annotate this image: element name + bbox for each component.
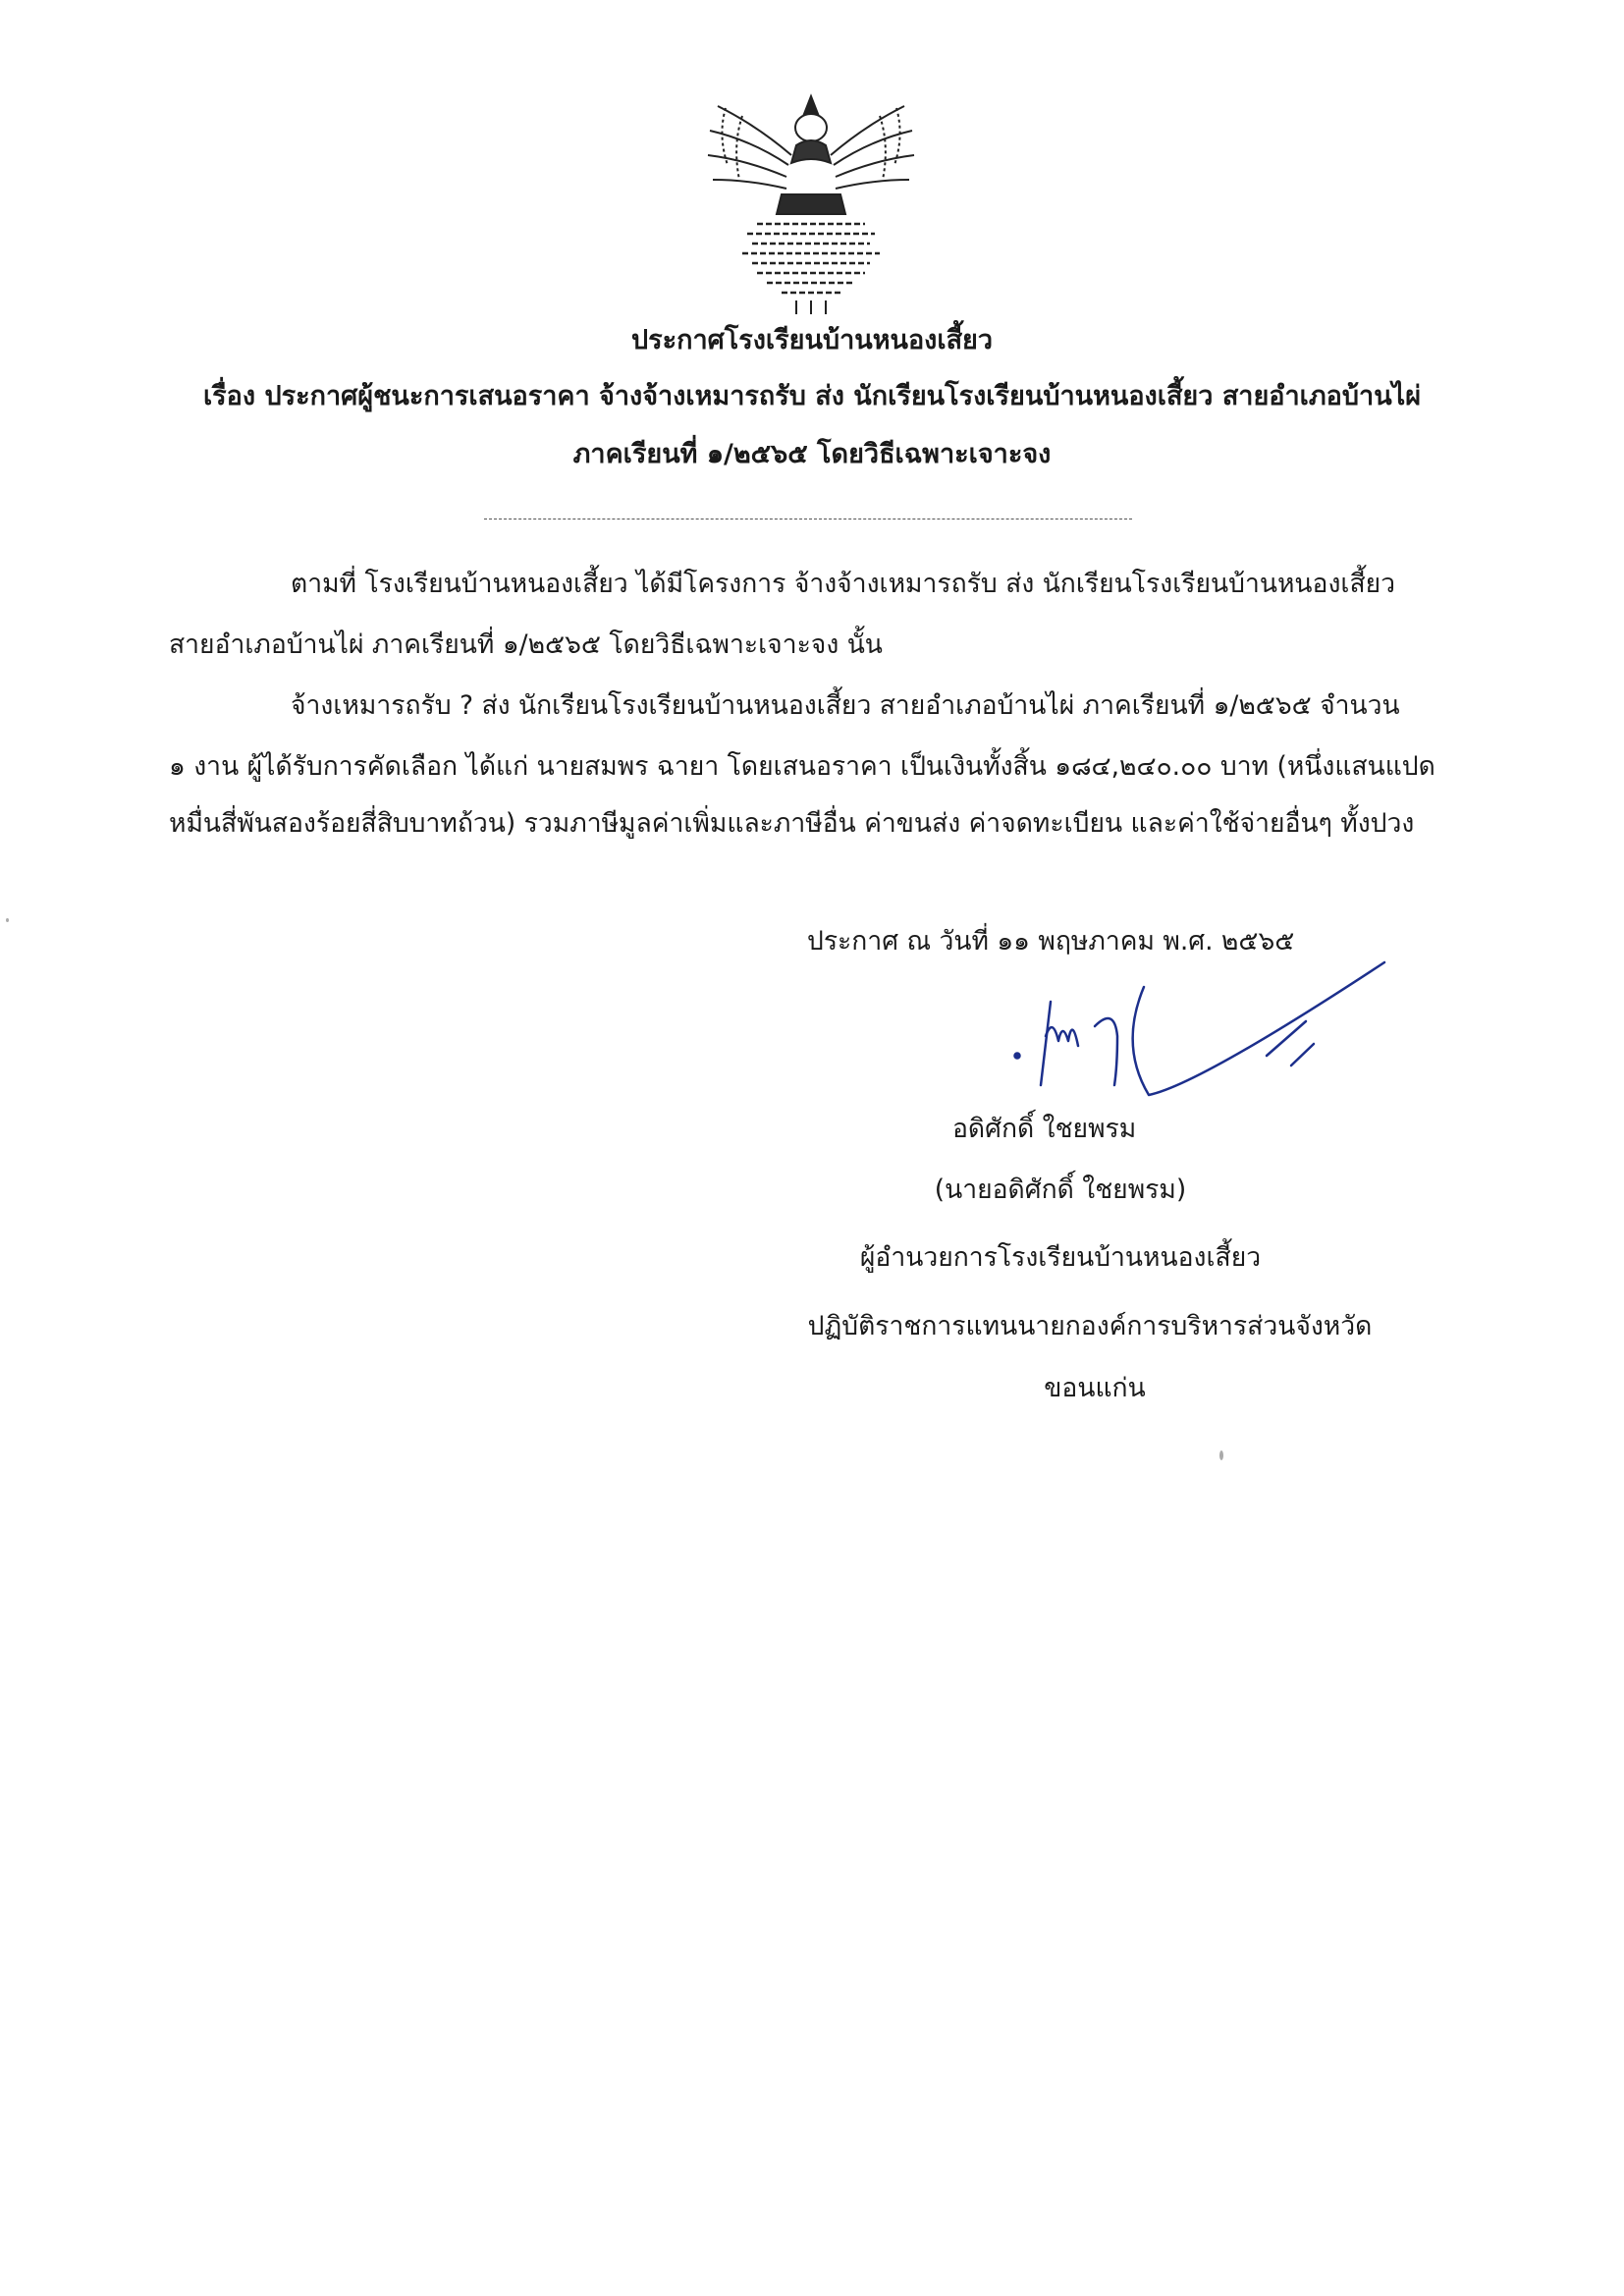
announcement-heading: ประกาศโรงเรียนบ้านหนองเสี้ยว (630, 325, 994, 355)
scan-speck (6, 918, 9, 922)
subject-line-1: เรื่อง ประกาศผู้ชนะการเสนอราคา จ้างจ้างเหมารถรับ ส่ง นักเรียนโรงเรียนบ้านหนองเสี้ยว สายอำเภอบ้านไผ่ (202, 381, 1422, 411)
body-paragraph-2-line-3: หมื่นสี่พันสองร้อยสี่สิบบาทถ้วน) รวมภาษีมูลค่าเพิ่มและภาษีอื่น ค่าขนส่ง ค่าจดทะเบียน และค่าใช้จ่ายอื่นๆ ทั้งปวง (169, 808, 1415, 839)
handwritten-signature (1001, 948, 1394, 1129)
body-paragraph-1-line-2: สายอำเภอบ้านไผ่ ภาคเรียนที่ ๑/๒๕๖๕ โดยวิธีเฉพาะเจาะจง นั้น (169, 629, 883, 660)
signatory-province: ขอนแก่น (1044, 1373, 1146, 1403)
scan-speck (1219, 1450, 1223, 1460)
signatory-position: ผู้อำนวยการโรงเรียนบ้านหนองเสี้ยว (859, 1242, 1262, 1273)
signatory-full-name: (นายอดิศักดิ์ ใชยพรม) (934, 1175, 1187, 1205)
signatory-signed-name: อดิศักดิ์ ใชยพรม (952, 1114, 1137, 1144)
body-paragraph-2-line-1: จ้างเหมารถรับ ? ส่ง นักเรียนโรงเรียนบ้านหนองเสี้ยว สายอำเภอบ้านไผ่ ภาคเรียนที่ ๑/๒๕๖๕ จำนวน (291, 690, 1400, 721)
signatory-acting-role: ปฏิบัติราชการแทนนายกองค์การบริหารส่วนจังหวัด (807, 1311, 1373, 1341)
body-paragraph-1-line-1: ตามที่ โรงเรียนบ้านหนองเสี้ยว ได้มีโครงการ จ้างจ้างเหมารถรับ ส่ง นักเรียนโรงเรียนบ้านหนองเสี้ยว (291, 569, 1396, 599)
garuda-emblem (698, 86, 924, 317)
subject-line-2: ภาคเรียนที่ ๑/๒๕๖๕ โดยวิธีเฉพาะเจาะจง (572, 439, 1052, 469)
announcement-date: ประกาศ ณ วันที่ ๑๑ พฤษภาคม พ.ศ. ๒๕๖๕ (807, 926, 1295, 957)
body-paragraph-2-line-2: ๑ งาน ผู้ได้รับการคัดเลือก ได้แก่ นายสมพร ฉายา โดยเสนอราคา เป็นเงินทั้งสิ้น ๑๘๔,๒๔๐.๐๐ บาท (หนึ่งแสนแปด (169, 751, 1435, 782)
